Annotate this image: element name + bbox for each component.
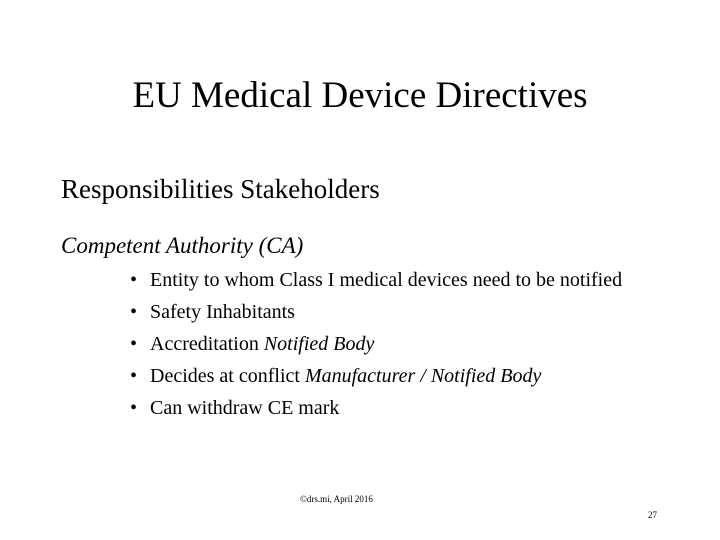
section-heading: Responsibilities Stakeholders xyxy=(61,174,380,204)
bullet-list xyxy=(130,268,660,428)
bullet-dot-icon: • xyxy=(130,269,138,291)
subheading-competent-authority: Competent Authority (CA) xyxy=(61,233,304,258)
page-number: 27 xyxy=(648,510,657,520)
bullet-text: Decides at conflict xyxy=(150,365,305,387)
bullet-item-ce-mark xyxy=(130,396,660,420)
bullet-text: Entity to whom Class I medical devices need to be notified xyxy=(150,269,623,291)
bullet-item-notification xyxy=(130,268,660,292)
bullet-emphasis: Notified Body xyxy=(263,333,375,355)
bullet-item-safety xyxy=(130,300,660,324)
bullet-emphasis: Manufacturer / Notified Body xyxy=(304,365,542,387)
bullet-text: Safety Inhabitants xyxy=(150,301,295,323)
bullet-dot-icon: • xyxy=(130,397,138,419)
bullet-dot-icon: • xyxy=(130,301,138,323)
bullet-item-accreditation xyxy=(130,332,660,356)
bullet-dot-icon: • xyxy=(130,365,138,387)
bullet-dot-icon: • xyxy=(130,333,138,355)
footer-copyright: ©drs.mi, April 2016 xyxy=(300,494,373,504)
slide-title: EU Medical Device Directives xyxy=(132,75,588,116)
bullet-item-conflict xyxy=(130,364,660,388)
bullet-text: Accreditation xyxy=(150,333,264,355)
bullet-text: Can withdraw CE mark xyxy=(150,397,340,419)
